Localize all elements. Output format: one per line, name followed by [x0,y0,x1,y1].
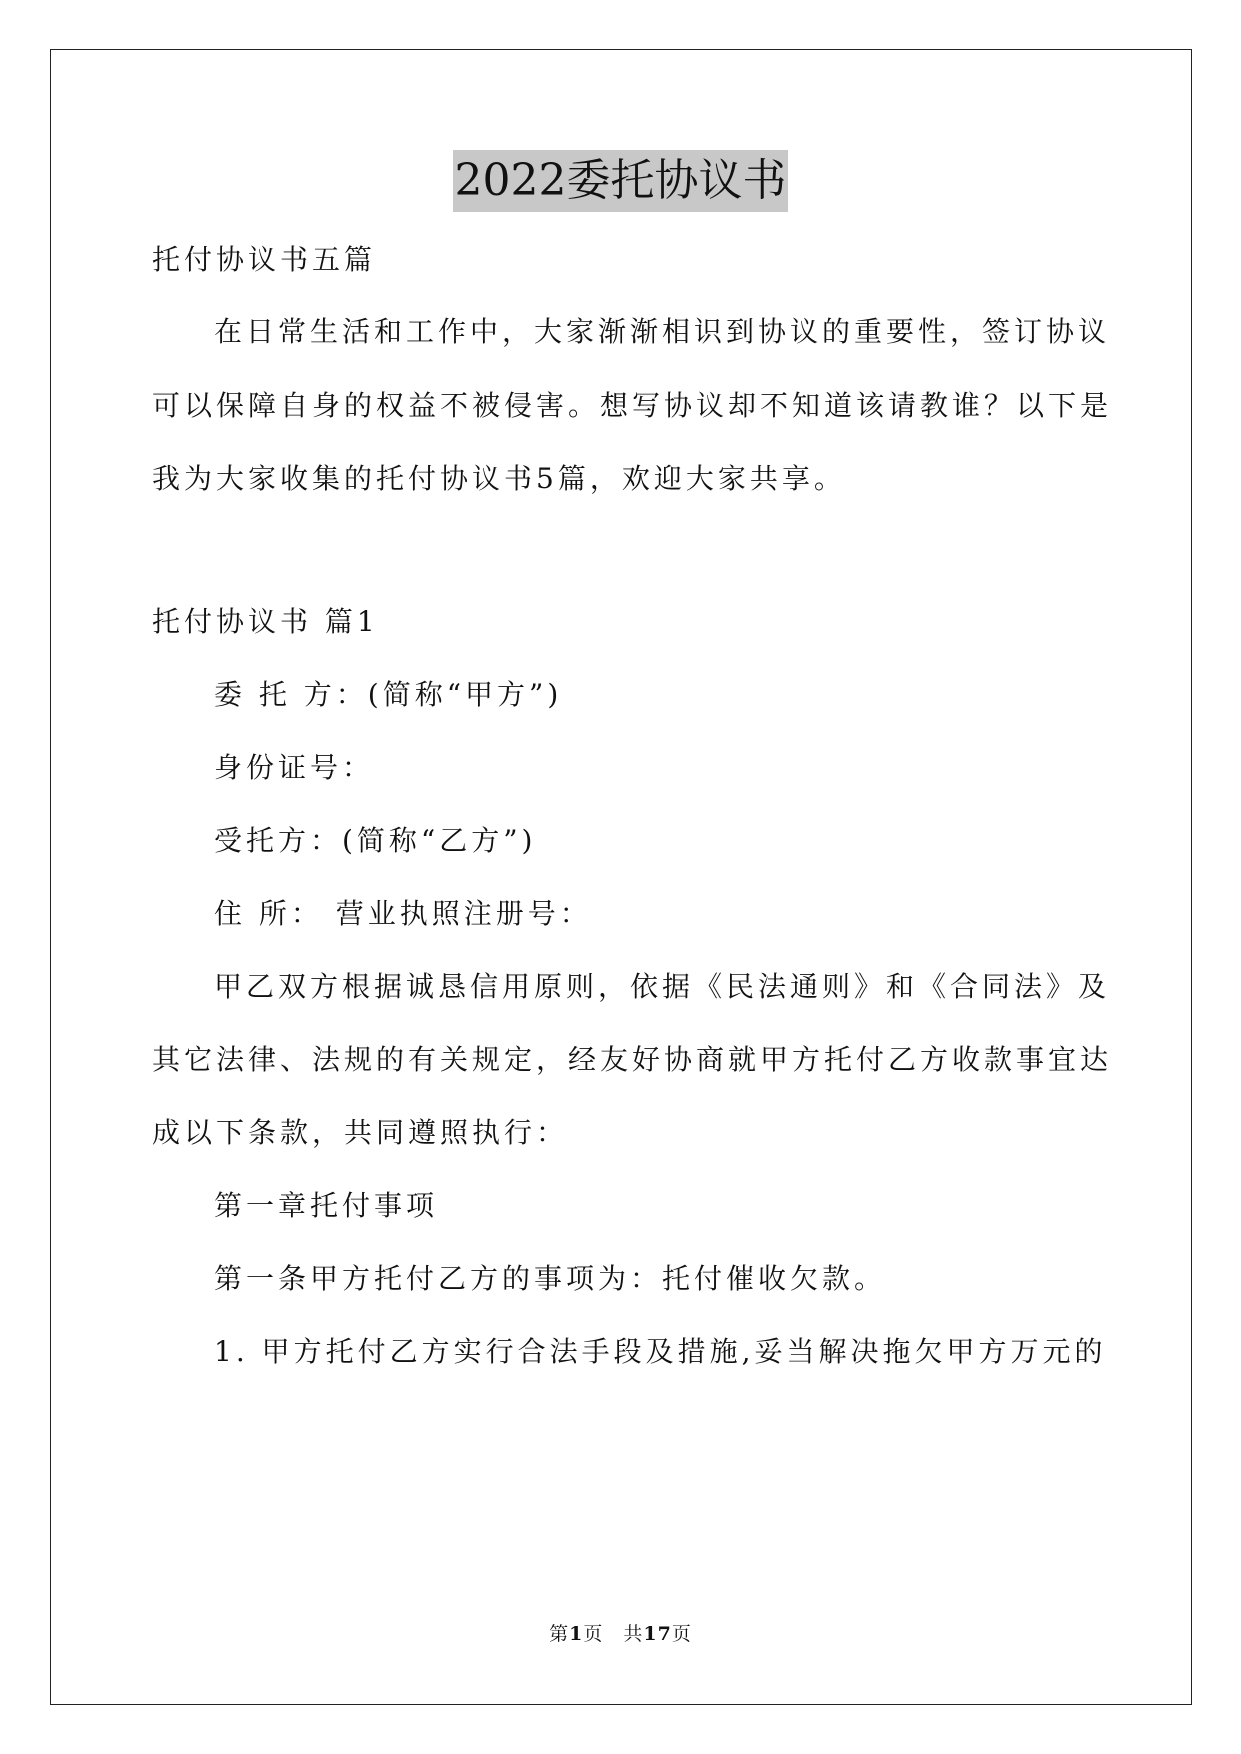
footer-suffix: 页 [671,1623,692,1645]
article-line: 第一条甲方托付乙方的事项为：托付催收欠款。 [214,1262,887,1295]
intro-paragraph-line: 在日常生活和工作中，大家渐渐相识到协议的重要性，签订协议 [214,315,1111,348]
id-number-field: 身份证号： [214,751,375,784]
footer-total-pages: 17 [643,1623,672,1645]
document-title: 2022委托协议书 [453,150,789,212]
footer-middle: 页 共 [583,1623,644,1645]
section-heading: 托付协议书 篇1 [152,605,379,638]
intro-paragraph-line: 我为大家收集的托付协议书5篇，欢迎大家共享。 [152,462,846,495]
numbered-item-line: 1. 甲方托付乙方实行合法手段及措施,妥当解决拖欠甲方万元的 [214,1335,1107,1368]
page-border [50,49,1192,1705]
body-paragraph-line: 甲乙双方根据诚恳信用原则，依据《民法通则》和《合同法》及 [214,970,1111,1003]
chapter-heading: 第一章托付事项 [214,1189,439,1222]
subtitle: 托付协议书五篇 [152,243,377,276]
title-container [0,150,1241,212]
address-field: 住 所： 营业执照注册号： [214,897,592,930]
intro-paragraph-line: 可以保障自身的权益不被侵害。想写协议却不知道该请教谁？以下是 [152,389,1113,422]
footer-page-number: 1 [569,1623,584,1645]
page-footer [0,1622,1241,1646]
client-field: 委 托 方：(简称“甲方”) [214,678,563,711]
footer-prefix: 第 [549,1623,570,1645]
body-paragraph-line: 成以下条款，共同遵照执行： [152,1116,569,1149]
body-paragraph-line: 其它法律、法规的有关规定，经友好协商就甲方托付乙方收款事宜达 [152,1043,1113,1076]
trustee-field: 受托方：(简称“乙方”) [214,824,537,857]
